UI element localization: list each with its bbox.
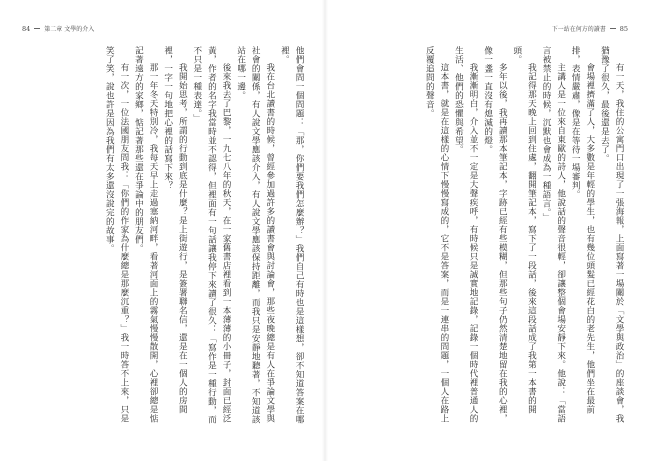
paragraph: 我開始思考，所謂的行動到底是什麼？是上街遊行，是簽署聯名信，還是在一個人的房間裡，一字一句地把心裡的話寫下來？	[162, 46, 188, 415]
left-running-title: 第二章 文學的介入	[44, 26, 95, 33]
header-divider	[610, 28, 616, 29]
paragraph: 那一年冬天特別冷，我每天早上走過塞納河畔，看著河面上的霧氣慢慢散開，心裡卻總是惦記著遠方的家鄉，惦記著那些還在爭論中的朋友們。	[133, 46, 159, 424]
paragraph: 我在台北讀書的時候，曾經參加過許多的讀書會與討論會，那些夜晚總是有人在爭論文學與社會的關係，有人說文學應該介入，有人說文學應該保持距離，而我只是安靜地聽著，不知道該站在哪一邊。	[235, 46, 275, 424]
paragraph: 有一次，一位法國朋友問我：「你們的作家為什麼總是那麼沉重？」我一時答不上來，只是笑了笑，說也許是因為我們有太多還沒說完的故事。	[104, 46, 129, 424]
right-page-number: 85	[619, 24, 628, 33]
paragraph: 主講人是一位來自東歐的詩人，他說話的聲音很輕，卻讓整個會場安靜下來。他說：「當語言被禁止的時候，沉默也會成為一種語言。」	[541, 46, 566, 424]
right-page-header	[552, 24, 628, 33]
right-page-body	[337, 46, 626, 425]
paragraph: 這本書，就是在這樣的心情下慢慢寫成的，它不是答案，而是一連串的問題，一個人在路上反覆追問的聲音。	[424, 46, 449, 424]
left-page-header	[22, 24, 94, 33]
paragraph: 我漸漸明白，介入並不一定是大聲疾呼，有時候只是誠實地記錄，記錄一個時代裡普通人的生活、他們的恐懼與希望。	[453, 46, 479, 424]
paragraph: 多年以後，我再讀那本筆記本，字跡已經有些模糊，但那些句子仍然清楚地留在我的心裡，像一盞一直沒有熄滅的燈。	[482, 46, 508, 424]
right-running-title: 下一站在何方的讀書	[551, 26, 606, 33]
paragraph: 後來我去了巴黎，一九七八年的秋天，在一家舊書店裡看到一本薄薄的小冊子，封面已經泛黃，作者的名字我當時並不認得，但裡面有一句話讓我停下來讀了很久：「寫作是一種行動，而不只是一種表達。」	[191, 46, 232, 424]
right-page	[325, 0, 650, 461]
paragraph: 會場裡擠滿了人，大多數是年輕的學生，也有幾位頭髮已經花白的老先生，他們坐在最前排，表情嚴肅，像是在等待一場審判。	[570, 46, 595, 415]
left-page-number: 84	[22, 24, 31, 33]
paragraph: 有一天，我住的公寓門口出現了一張海報，上面寫著一場關於「文學與政治」的座談會，我猶豫了很久，最後還是去了。	[599, 46, 624, 424]
paragraph: 我記得那天晚上回到住處，翻開筆記本，寫下了一段話，後來這段話成了我第一本書的開頭。	[511, 46, 537, 415]
left-page-body	[26, 46, 306, 425]
header-divider	[34, 28, 40, 29]
paragraph: 他們會問一個問題：「那，你們要我們怎麼辦？」我們自己有時也是這樣想，卻不知道答案在哪裡。	[279, 46, 304, 424]
